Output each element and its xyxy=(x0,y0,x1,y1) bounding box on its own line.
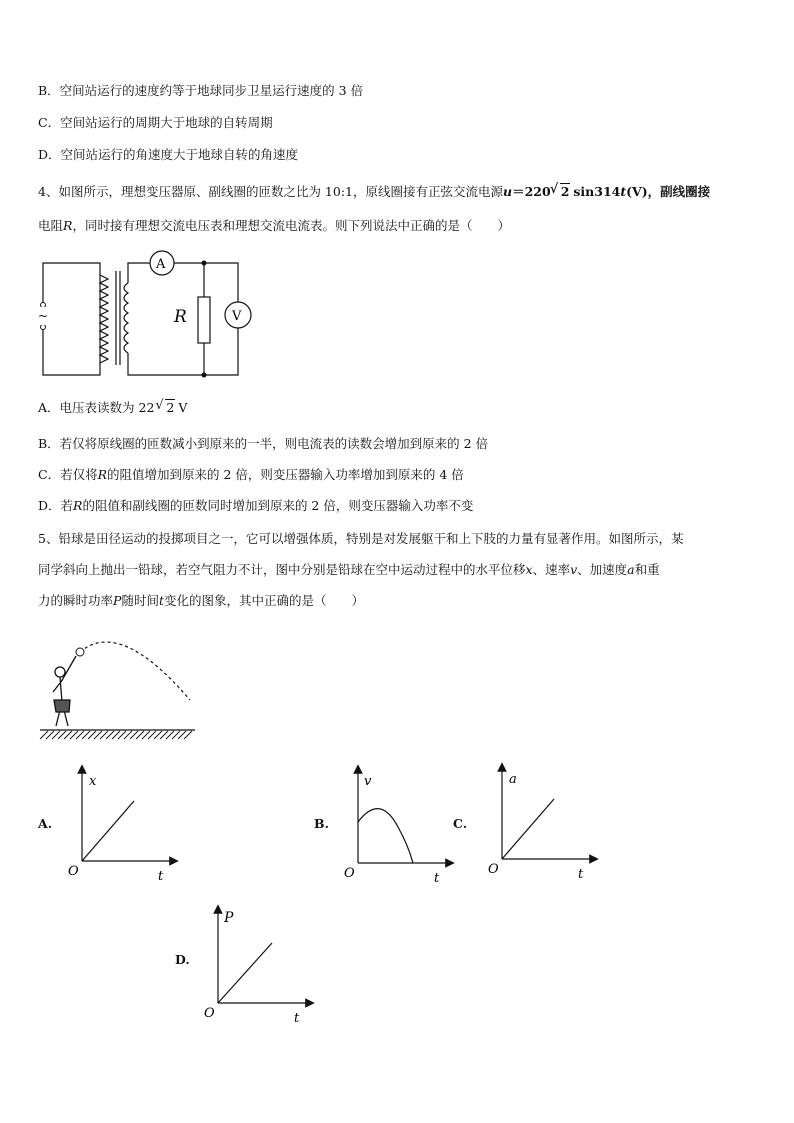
q5-option-a-label[interactable]: A. xyxy=(38,816,53,831)
q4-option-d xyxy=(38,497,473,515)
junction-dot xyxy=(202,261,207,266)
graph-a-ylabel: x xyxy=(89,774,97,789)
graph-b-xlabel: t xyxy=(434,871,440,886)
graph-d-ylabel: P xyxy=(224,910,234,926)
q5-power-symbol: P xyxy=(113,593,122,608)
resistor-label: R xyxy=(174,307,187,327)
q5-stem-text: 和重 xyxy=(634,562,660,577)
q4-voltage-amplitude: ＝220 xyxy=(512,184,551,199)
q4-option-c-text: C．若仅将 xyxy=(38,467,98,482)
q5-graph-b[interactable] xyxy=(342,765,462,885)
athlete-figure-icon xyxy=(53,656,76,726)
source-terminal-icon xyxy=(41,325,46,330)
q5-option-b-label[interactable]: B. xyxy=(314,816,329,831)
q4-time-symbol: t xyxy=(620,184,627,199)
source-terminal-icon xyxy=(41,303,46,308)
q4-option-b: B．若仅将原线圈的匝数减小到原来的一半，则电流表的读数会增加到原来的 2 倍 xyxy=(38,436,489,451)
q5-stem-text: 同学斜向上抛出一铅球，若空气阻力不计，图中分别是铅球在空中运动过程中的水平位移 xyxy=(38,562,526,577)
q4-voltage-symbol: u xyxy=(503,184,513,199)
q3-option-d: D．空间站运行的角速度大于地球自转的角速度 xyxy=(38,147,299,162)
q5-graph-a[interactable] xyxy=(66,765,186,885)
q5-speed-symbol: v xyxy=(570,562,578,577)
q4-option-c-resistor: R xyxy=(97,467,107,482)
q4-stem-text: 电阻 xyxy=(38,218,64,233)
q5-stem-text: 、加速度 xyxy=(577,562,628,577)
graph-d-origin: O xyxy=(204,1006,215,1021)
graph-c-curve xyxy=(502,799,554,859)
q4-option-d-resistor: R xyxy=(73,498,83,513)
q4-sin-term: sin314 xyxy=(573,184,621,199)
junction-dot xyxy=(202,373,207,378)
q5-graph-c[interactable] xyxy=(486,763,606,883)
graph-b-ylabel: v xyxy=(364,774,372,789)
q4-option-a-unit: V xyxy=(178,400,188,415)
q4-option-c-text: 的阻值增加到原来的 2 倍，则变压器输入功率增加到原来的 4 倍 xyxy=(107,467,464,482)
ammeter-label: A xyxy=(156,257,166,272)
voltmeter-label: V xyxy=(232,309,242,324)
q5-stem-text: 随时间 xyxy=(121,593,159,608)
graph-b-origin: O xyxy=(344,866,355,881)
q5-stem-line-2 xyxy=(38,561,660,579)
q4-option-d-text: D．若 xyxy=(38,498,74,513)
shot-ball-icon xyxy=(76,648,84,656)
q5-stem-line-1: 5、铅球是田径运动的投掷项目之一，它可以增强体质，特别是对发展躯干和上下肢的力量有显著作用。如图所示，某 xyxy=(38,531,684,546)
q4-option-a xyxy=(38,399,187,417)
q5-option-c-label[interactable]: C. xyxy=(453,816,468,831)
q5-graph-d[interactable] xyxy=(202,905,322,1030)
q4-option-a-text: A．电压表读数为 22 xyxy=(38,400,155,415)
graph-a-curve xyxy=(82,801,134,861)
q3-option-c: C．空间站运行的周期大于地球的自转周期 xyxy=(38,115,273,130)
q5-acceleration-symbol: a xyxy=(627,562,635,577)
q4-option-d-text: 的阻值和副线圈的匝数同时增加到原来的 2 倍，则变压器输入功率不变 xyxy=(82,498,474,513)
trajectory-path xyxy=(80,642,190,700)
q5-stem-text: 力的瞬时功率 xyxy=(38,593,114,608)
q5-option-d-label[interactable]: D. xyxy=(175,952,190,967)
q4-stem-line-1 xyxy=(38,183,710,201)
graph-a-xlabel: t xyxy=(158,869,164,884)
q4-option-a-sqrt xyxy=(156,399,175,417)
q4-option-c xyxy=(38,466,464,484)
q5-stem-text: 变化的图象，其中正确的是（ ） xyxy=(163,593,364,608)
q4-resistor-symbol: R xyxy=(63,218,73,233)
q5-displacement-symbol: x xyxy=(525,562,533,577)
q5-time-symbol: t xyxy=(158,593,164,608)
graph-d-xlabel: t xyxy=(294,1011,300,1026)
graph-b-curve xyxy=(358,809,413,863)
graph-c-origin: O xyxy=(488,862,499,877)
q4-sqrt-sign xyxy=(551,183,571,201)
graph-d-curve xyxy=(218,943,272,1003)
q4-stem-tail: (V)，副线圈接 xyxy=(626,184,711,199)
q3-option-b: B．空间站运行的速度约等于地球同步卫星运行速度的 3 倍 xyxy=(38,83,364,98)
q4-stem-line-2 xyxy=(38,217,510,235)
graph-c-xlabel: t xyxy=(578,867,584,882)
ac-source-symbol: ~ xyxy=(38,309,49,323)
q4-sqrt-radicand: 2 xyxy=(560,184,570,199)
graph-a-origin: O xyxy=(68,864,79,879)
q5-stem-line-3 xyxy=(38,592,364,610)
q4-stem-text: 4、如图所示，理想变压器原、副线圈的匝数之比为 10:1，原线圈接有正弦交流电源 xyxy=(38,184,503,199)
q4-stem-text: ，同时接有理想交流电压表和理想交流电流表。则下列说法中正确的是（ ） xyxy=(72,218,510,233)
q4-option-a-radicand: 2 xyxy=(166,400,175,415)
q4-circuit-diagram xyxy=(38,253,258,378)
graph-c-ylabel: a xyxy=(509,772,517,787)
shot-put-illustration xyxy=(40,630,200,745)
q5-stem-text: 、速率 xyxy=(532,562,571,577)
